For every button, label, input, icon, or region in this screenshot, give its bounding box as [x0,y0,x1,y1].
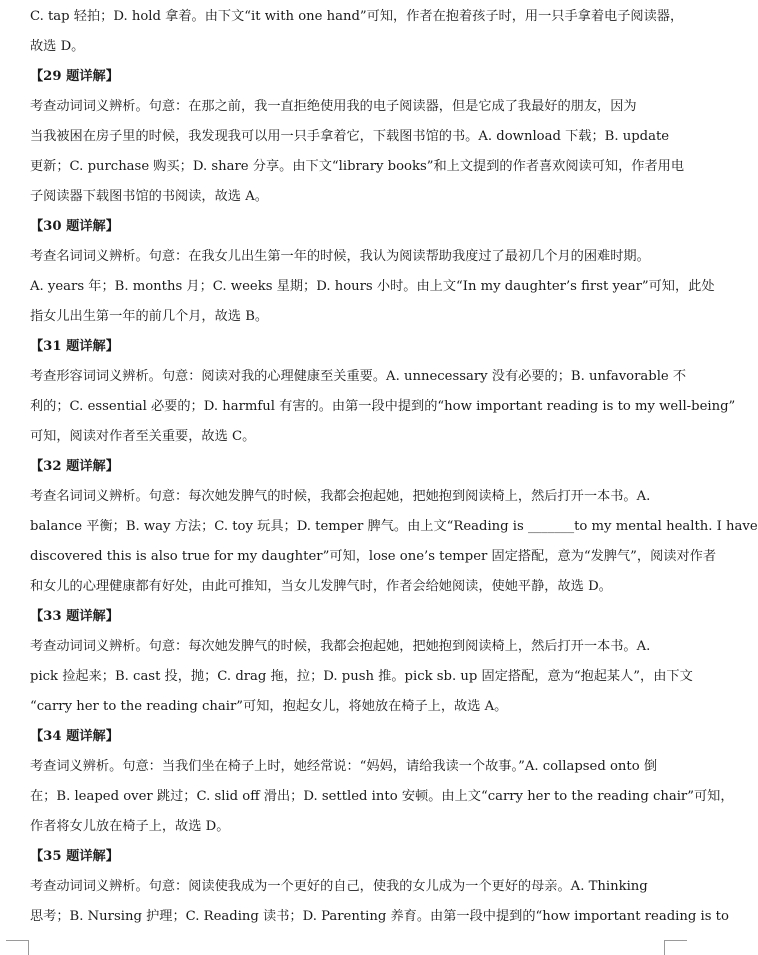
text-line: balance 平衡；B. way 方法；C. toy 玩具；D. temper 脾气。由上文“Reading is _______to my mental health. I have [30,519,758,534]
text-line: 考查名词词义辨析。句意：每次她发脾气的时候，我都会抱起她，把她抱到阅读椅上，然后打开一本书。A. [30,489,651,504]
section-heading: 【30 题详解】 [30,219,119,234]
text-line: 思考；B. Nursing 护理；C. Reading 读书；D. Parenting 养育。由第一段中提到的“how important reading is to [30,909,729,924]
text-line: “carry her to the reading chair”可知，抱起女儿，将她放在椅子上，故选 A。 [30,699,508,714]
text-line: C. tap 轻拍；D. hold 拿着。由下文“it with one hand”可知，作者在抱着孩子时，用一只手拿着电子阅读器， [30,9,684,24]
text-line: 故选 D。 [30,39,85,54]
text-line: 考查动词词义辨析。句意：在那之前，我一直拒绝使用我的电子阅读器，但是它成了我最好的朋友，因为 [30,99,637,114]
text-line: 考查形容词词义辨析。句意：阅读对我的心理健康至关重要。A. unnecessary 没有必要的；B. unfavorable 不 [30,369,687,384]
text-line: 作者将女儿放在椅子上，故选 D。 [30,819,230,834]
text-line: 当我被困在房子里的时候，我发现我可以用一只手拿着它，下载图书馆的书。A. download 下载；B. update [30,129,670,144]
text-line: 更新；C. purchase 购买；D. share 分享。由下文“library books”和上文提到的作者喜欢阅读可知，作者用电 [30,159,685,174]
text-line: 考查词义辨析。句意：当我们坐在椅子上时，她经常说：“妈妈，请给我读一个故事。”A. collapsed onto 倒 [30,759,658,774]
text-line: 考查动词词义辨析。句意：每次她发脾气的时候，我都会抱起她，把她抱到阅读椅上，然后打开一本书。A. [30,639,651,654]
section-heading: 【35 题详解】 [30,849,119,864]
section-heading: 【33 题详解】 [30,609,119,624]
text-line: 可知，阅读对作者至关重要，故选 C。 [30,429,256,444]
section-heading: 【31 题详解】 [30,339,119,354]
page-corner-mark-right [664,940,687,955]
text-line: A. years 年；B. months 月；C. weeks 星期；D. hours 小时。由上文“In my daughter’s first year”可知，此处 [30,279,715,294]
section-heading: 【32 题详解】 [30,459,119,474]
page-corner-mark-left [6,940,29,955]
document-page [30,2,758,932]
section-heading: 【29 题详解】 [30,69,119,84]
text-line: 和女儿的心理健康都有好处，由此可推知，当女儿发脾气时，作者会给她阅读，使她平静，故选 D。 [30,579,612,594]
text-line: 在；B. leaped over 跳过；C. slid off 滑出；D. settled into 安顿。由上文“carry her to the reading chair”可知， [30,789,734,804]
text-line: pick 捡起来；B. cast 投，抛；C. drag 拖，拉；D. push 推。pick sb. up 固定搭配，意为“抱起某人”，由下文 [30,669,693,684]
text-line: 利的；C. essential 必要的；D. harmful 有害的。由第一段中提到的“how important reading is to my well-being” [30,399,736,414]
text-line: 指女儿出生第一年的前几个月，故选 B。 [30,309,269,324]
text-line: 考查动词词义辨析。句意：阅读使我成为一个更好的自己，使我的女儿成为一个更好的母亲。A. Thinking [30,879,648,894]
text-line: discovered this is also true for my daughter”可知，lose one’s temper 固定搭配，意为“发脾气”，阅读对作者 [30,549,717,564]
text-line: 子阅读器下载图书馆的书阅读，故选 A。 [30,189,268,204]
text-line: 考查名词词义辨析。句意：在我女儿出生第一年的时候，我认为阅读帮助我度过了最初几个月的困难时期。 [30,249,650,264]
section-heading: 【34 题详解】 [30,729,119,744]
